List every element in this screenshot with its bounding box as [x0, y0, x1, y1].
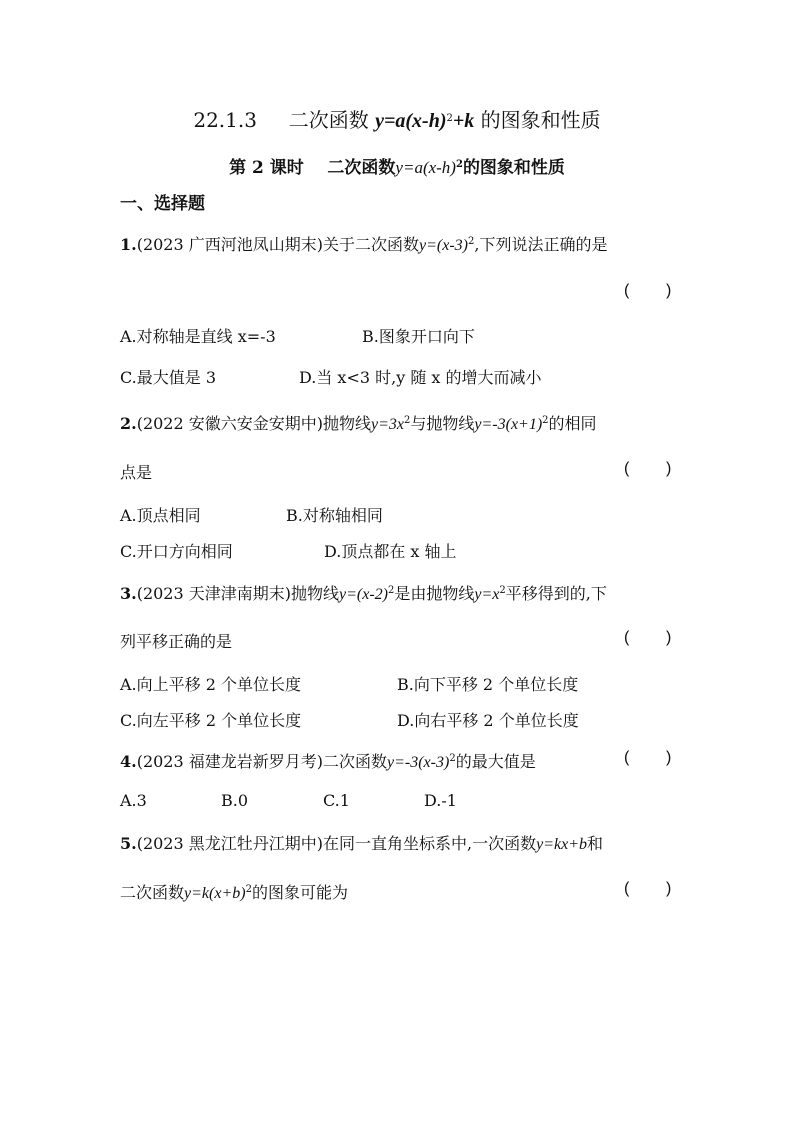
paren-left: (: [624, 282, 630, 299]
title-suffix: 的图象和性质: [480, 108, 601, 132]
answer-blank-1[interactable]: [624, 282, 672, 300]
question-number: 5.: [120, 834, 137, 853]
formula-exponent: 2: [499, 585, 506, 596]
option-b[interactable]: B.向下平移 2 个单位长度: [397, 675, 579, 694]
paren-right: ): [666, 282, 672, 299]
question-text: 二次函数: [120, 883, 185, 902]
title-formula-exponent: 2: [446, 113, 453, 124]
paren-right: ): [666, 629, 672, 646]
option-c[interactable]: C.向左平移 2 个单位长度: [120, 711, 302, 730]
formula-exponent: 2: [404, 415, 411, 426]
formula-exponent: 2: [387, 585, 395, 596]
option-c[interactable]: C.1: [323, 791, 350, 810]
question-3-stem-line2: 列平移正确的是: [120, 632, 233, 651]
question-2-stem-line2: 点是: [120, 463, 153, 482]
question-text: 的图象可能为: [251, 883, 348, 902]
question-text: 与抛物线: [410, 414, 475, 433]
question-formula: y=-3(x-3): [387, 754, 450, 771]
question-number: 4.: [120, 752, 137, 771]
lesson-label: 第 2 课时: [229, 158, 304, 178]
option-a[interactable]: A.向上平移 2 个单位长度: [120, 675, 301, 694]
subtitle-formula-exponent: 2: [455, 159, 463, 170]
paren-left: (: [624, 880, 630, 897]
formula-exponent: 2: [467, 236, 475, 247]
title-text: 二次函数: [288, 108, 369, 132]
subtitle-suffix: 的图象和性质: [462, 158, 565, 178]
subtitle-formula: y=a(x-h): [395, 158, 456, 177]
page-title: [0, 104, 794, 133]
option-d[interactable]: D.当 x<3 时,y 随 x 的增大而减小: [299, 368, 542, 387]
question-formula: y=k(x+b): [184, 885, 246, 902]
question-formula: y=(x-2): [339, 586, 388, 603]
question-text: ,下列说法正确的是: [474, 235, 608, 254]
option-a[interactable]: A.3: [120, 791, 147, 810]
formula-exponent: 2: [449, 753, 456, 764]
lesson-subtitle: [0, 153, 794, 178]
section-heading: 一、选择题: [120, 194, 205, 214]
title-formula: y=a(x-h): [375, 110, 447, 132]
question-text: (2023 广西河池凤山期末)关于二次函数: [136, 235, 419, 254]
question-4-stem: [120, 749, 536, 772]
paren-right: ): [666, 880, 672, 897]
question-text: 是由抛物线: [394, 584, 475, 603]
question-text: 的最大值是: [455, 752, 536, 771]
question-text: 和: [587, 834, 604, 853]
option-b[interactable]: B.0: [221, 791, 249, 810]
formula-exponent: 2: [245, 884, 252, 895]
paren-left: (: [624, 460, 630, 477]
question-formula: y=(x-3): [419, 237, 468, 254]
question-formula: y=kx+b: [536, 836, 587, 853]
answer-blank-4[interactable]: [624, 749, 672, 767]
paren-right: ): [666, 749, 672, 766]
question-5-stem: [120, 831, 603, 854]
option-d[interactable]: D.向右平移 2 个单位长度: [397, 711, 579, 730]
option-b[interactable]: B.对称轴相同: [286, 506, 383, 525]
question-text: 平移得到的,下: [505, 584, 607, 603]
answer-blank-2[interactable]: [624, 460, 672, 478]
question-3-stem: [120, 581, 607, 604]
title-number: 22.1.3: [193, 108, 257, 132]
option-a[interactable]: A.对称轴是直线 x=-3: [120, 327, 276, 346]
paren-left: (: [624, 629, 630, 646]
question-text: (2023 天津津南期末)抛物线: [136, 584, 339, 603]
question-text: (2023 福建龙岩新罗月考)二次函数: [136, 752, 387, 771]
option-c[interactable]: C.最大值是 3: [120, 368, 217, 387]
question-number: 3.: [120, 584, 137, 603]
option-a[interactable]: A.顶点相同: [120, 506, 201, 525]
paren-left: (: [624, 749, 630, 766]
question-5-stem-line2: [120, 880, 348, 903]
option-b[interactable]: B.图象开口向下: [362, 327, 475, 346]
question-formula: y=x: [474, 586, 500, 603]
formula-exponent: 2: [542, 415, 549, 426]
question-text: (2023 黑龙江牡丹江期中)在同一直角坐标系中,一次函数: [136, 834, 537, 853]
question-formula: y=3x: [371, 416, 404, 433]
question-number: 2.: [120, 414, 137, 433]
answer-blank-3[interactable]: [624, 629, 672, 647]
question-2-stem: [120, 411, 597, 434]
question-number: 1.: [120, 235, 137, 254]
answer-blank-5[interactable]: [624, 880, 672, 898]
title-formula-tail: +k: [452, 110, 475, 132]
option-d[interactable]: D.顶点都在 x 轴上: [324, 542, 457, 561]
question-text: 的相同: [548, 414, 597, 433]
option-c[interactable]: C.开口方向相同: [120, 542, 233, 561]
option-d[interactable]: D.-1: [424, 791, 457, 810]
question-formula: y=-3(x+1): [474, 416, 543, 433]
question-text: (2022 安徽六安金安期中)抛物线: [136, 414, 371, 433]
subtitle-text: 二次函数: [327, 158, 396, 178]
paren-right: ): [666, 460, 672, 477]
question-1-stem: [120, 232, 607, 255]
